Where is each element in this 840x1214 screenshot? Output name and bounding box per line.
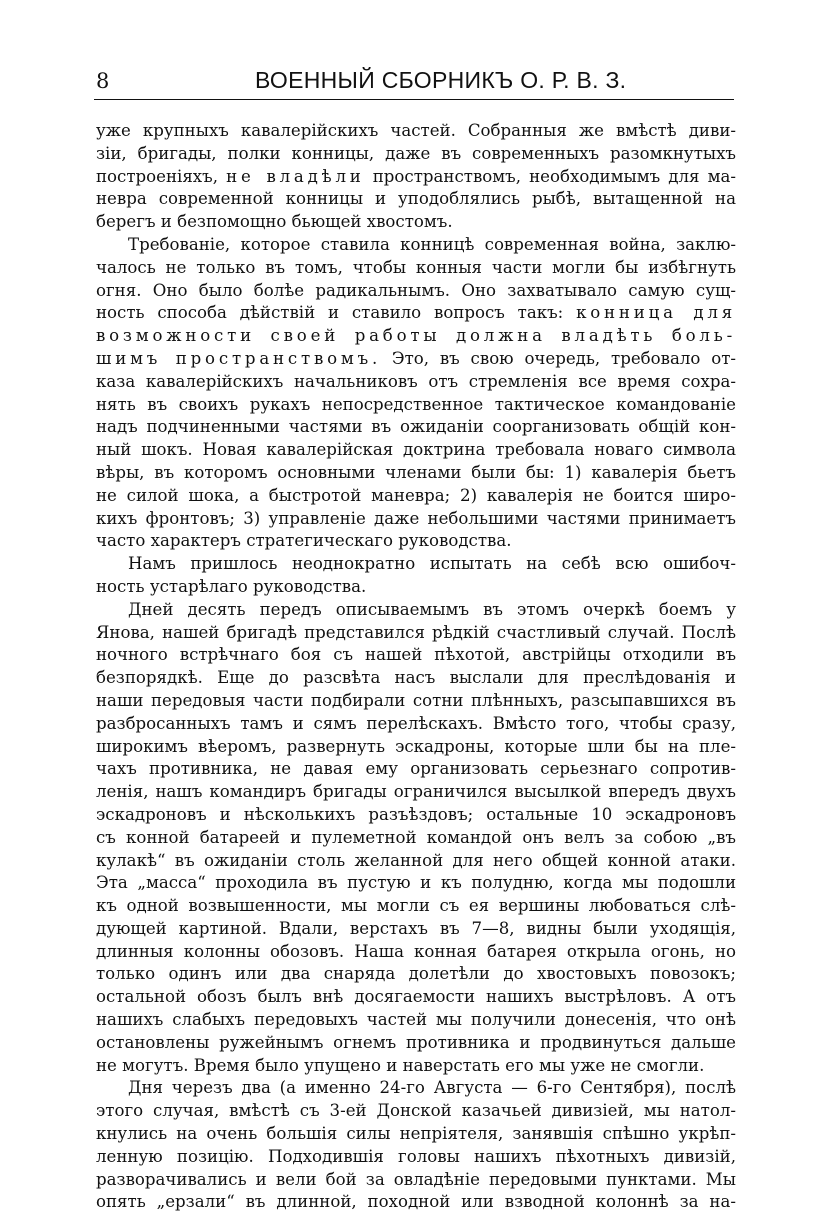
text-line: кихъ фронтовъ; 3) управленіе даже небольшими частями принимаетъ — [96, 508, 736, 528]
text-line: нашихъ слабыхъ передовыхъ частей мы получили донесенія, что онѣ — [96, 1010, 736, 1030]
running-title: ВОЕННЫЙ СБОРНИКЪ О. Р. В. З. — [255, 67, 627, 93]
text-line: не силой шока, а быстротой маневра; 2) кавалерія не боится широ- — [96, 485, 736, 505]
text-line: шимъ пространствомъ. Это, въ свою очередь, требовало от- — [96, 348, 736, 368]
text-line: только одинъ или два снаряда долетѣли до хвостовыхъ повозокъ; — [96, 964, 736, 984]
text-line: зіи, бригады, полки конницы, даже въ современныхъ разомкнутыхъ — [96, 143, 736, 163]
text-line: кулакѣ“ въ ожиданіи столь желанной для него общей конной атаки. — [96, 850, 736, 870]
text-line: уже крупныхъ кавалерійскихъ частей. Собранныя же вмѣстѣ диви- — [96, 121, 736, 140]
text-line: возможности своей работы должна владѣть боль- — [96, 326, 736, 346]
text-line: не могутъ. Время было упущено и наверстать его мы уже не смогли. — [96, 1055, 705, 1075]
text-line: невра современной конницы и уподоблялись рыбѣ, вытащенной на — [96, 189, 736, 209]
text-line: построеніяхъ, не владѣли пространствомъ, необходимымъ для ма- — [96, 166, 736, 186]
text-line: вѣры, въ которомъ основными членами были бы: 1) кавалерія бьетъ — [96, 462, 736, 482]
text-line: кнулись на очень большія силы непріятеля, занявшія спѣшно укрѣп- — [96, 1124, 736, 1144]
text-line: ный шокъ. Новая кавалерійская доктрина требовала новаго символа — [96, 440, 736, 460]
text-line: широкимъ вѣеромъ, развернуть эскадроны, которые шли бы на пле- — [96, 736, 736, 756]
text-line: ность устарѣлаго руководства. — [96, 576, 367, 596]
text-line: Намъ пришлось неоднократно испытать на себѣ всю ошибоч- — [128, 554, 736, 574]
text-line: Требованіе, которое ставила конницѣ современная война, заклю- — [128, 234, 736, 254]
text-line: Янова, нашей бригадѣ представился рѣдкій счастливый случай. Послѣ — [96, 622, 736, 642]
text-line: чахъ противника, не давая ему организовать серьезнаго сопротив- — [96, 759, 736, 779]
text-line: съ конной батареей и пулеметной командой онъ велъ за собою „въ — [96, 827, 736, 847]
text-line: остановлены ружейнымъ огнемъ противника и продвинуться дальше — [96, 1032, 736, 1052]
text-line: нять въ своихъ рукахъ непосредственное тактическое командованіе — [96, 394, 736, 414]
text-line: опять „ерзали“ въ длинной, походной или взводной колоннѣ за на- — [96, 1192, 736, 1212]
text-line: безпорядкѣ. Еще до разсвѣта насъ выслали для преслѣдованія и — [96, 668, 736, 688]
page-number: 8 — [96, 69, 110, 93]
text-line: ность способа дѣйствій и ставило вопросъ такъ: конница для — [96, 303, 737, 323]
text-line: разворачивались и вели бой за овладѣніе передовыми пунктами. Мы — [96, 1169, 736, 1189]
body-text — [96, 120, 736, 1214]
text-line: ленія, нашъ командиръ бригады ограничился высылкой впередъ двухъ — [96, 782, 736, 802]
text-line: часто характеръ стратегическаго руководства. — [96, 531, 512, 551]
text-line: Эта „масса“ проходила въ пустую и къ полудню, когда мы подошли — [96, 873, 736, 893]
text-line: надъ подчиненными частями въ ожиданіи соорганизовать общій кон- — [96, 417, 736, 437]
text-line: огня. Оно было болѣе радикальнымъ. Оно захватывало самую сущ- — [96, 280, 736, 300]
text-line: эскадроновъ и нѣсколькихъ разъѣздовъ; остальные 10 эскадроновъ — [96, 804, 736, 824]
text-line: Дней десять передъ описываемымъ въ этомъ очеркѣ боемъ у — [128, 599, 736, 619]
text-line: наши передовыя части подбирали сотни плѣнныхъ, разсыпавшихся въ — [96, 690, 736, 710]
text-line: разбросанныхъ тамъ и сямъ перелѣскахъ. Вмѣсто того, чтобы сразу, — [96, 713, 736, 733]
text-line: ленную позицію. Подходившія головы нашихъ пѣхотныхъ дивизій, — [96, 1146, 736, 1166]
text-line: берегъ и безпомощно бьющей хвостомъ. — [96, 212, 453, 232]
text-line: дующей картиной. Вдали, верстахъ въ 7—8, видны были уходящія, — [96, 918, 736, 938]
header-rule — [94, 99, 734, 100]
text-line: остальной обозъ былъ внѣ досягаемости нашихъ выстрѣловъ. А отъ — [96, 987, 736, 1007]
text-line: къ одной возвышенности, мы могли съ ея вершины любоваться слѣ- — [96, 896, 736, 916]
text-line: этого случая, вмѣстѣ съ 3-ей Донской казачьей дивизіей, мы натол- — [96, 1101, 736, 1121]
text-line: чалось не только въ томъ, чтобы конныя части могли бы избѣгнуть — [96, 257, 736, 277]
text-line: Дня черезъ два (а именно 24-го Августа — 6-го Сентября), послѣ — [128, 1078, 736, 1098]
text-line: длинныя колонны обозовъ. Наша конная батарея открыла огонь, но — [96, 941, 736, 961]
text-line: ночного встрѣчнаго боя съ нашей пѣхотой, австрійцы отходили въ — [96, 645, 736, 665]
text-line: каза кавалерійскихъ начальниковъ отъ стремленія все время сохра- — [96, 371, 736, 391]
